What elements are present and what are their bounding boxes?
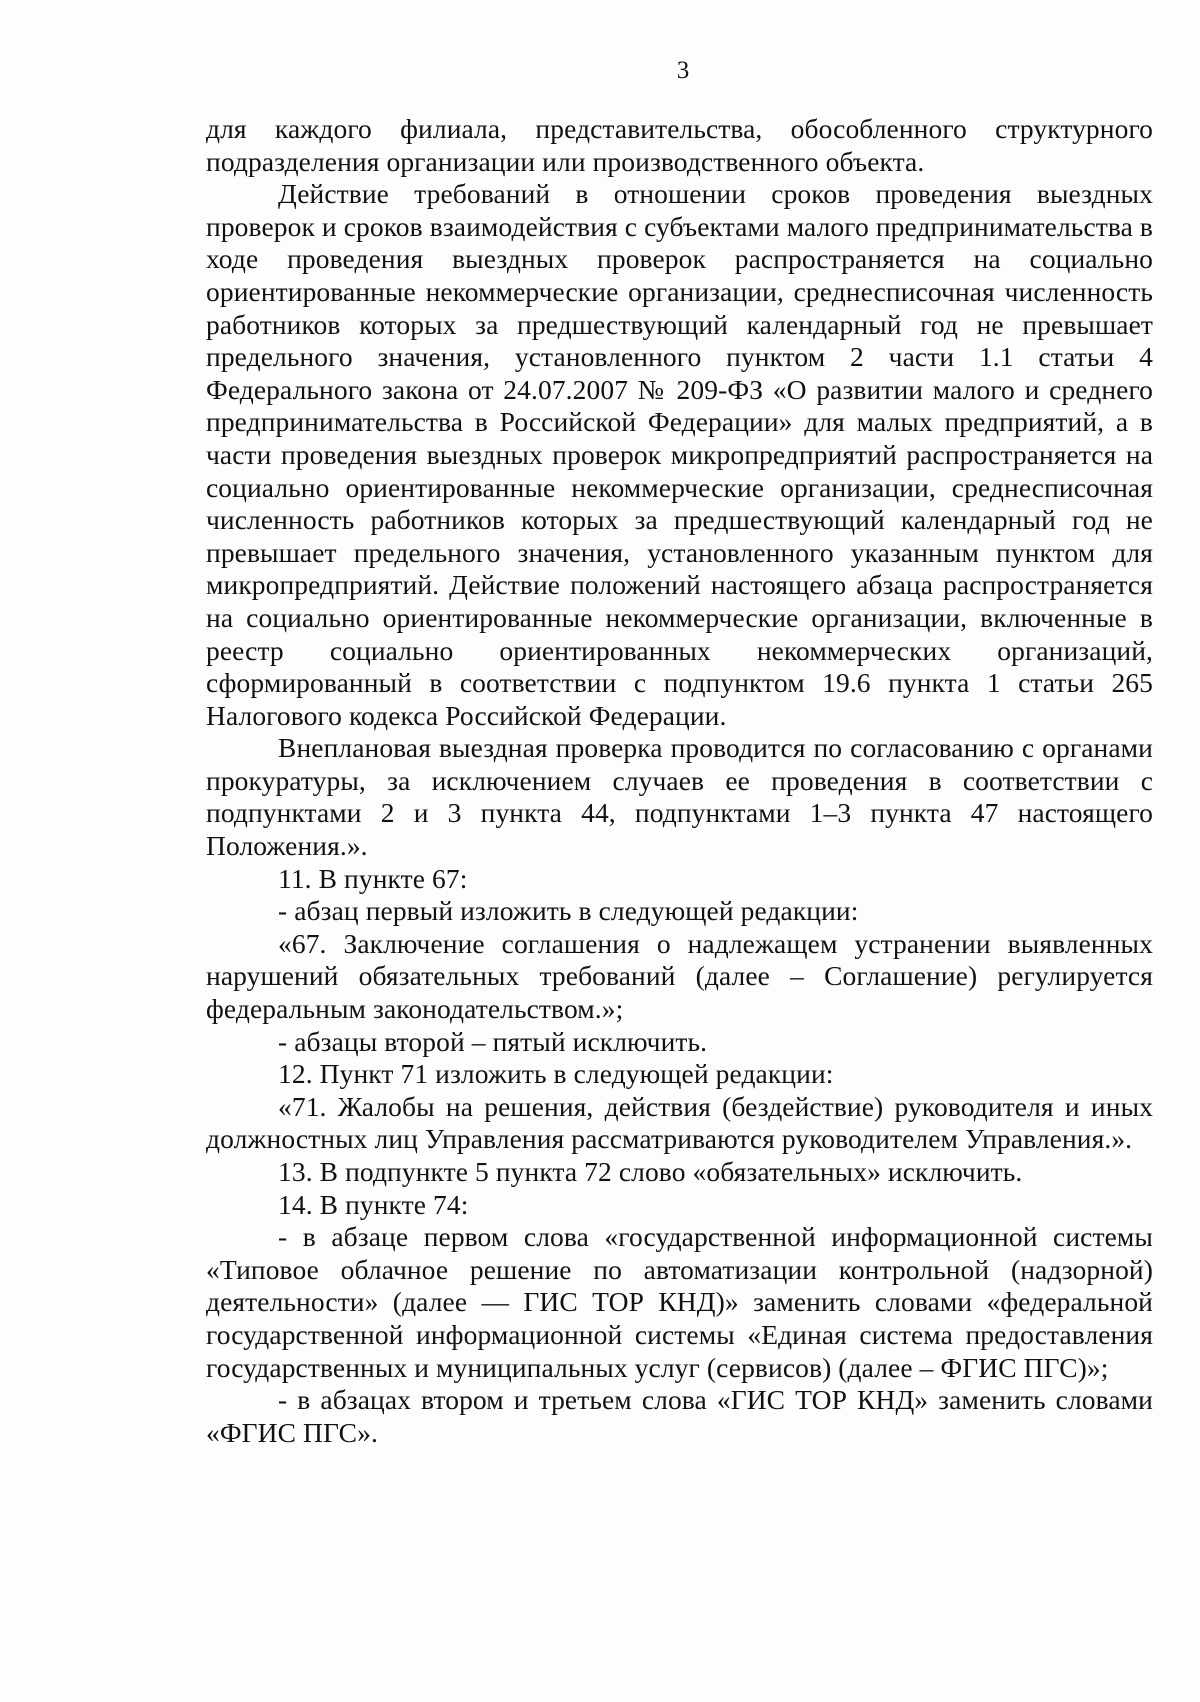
- page-number: 3: [676, 57, 690, 84]
- paragraph-item-11-second: - абзацы второй – пятый исключить.: [278, 1025, 708, 1057]
- paragraph-item-71-text: «71. Жалобы на решения, действия (бездействие) руководителя и иных должностных лиц Управления рассматриваются руководителем Управления.».: [206, 1090, 1153, 1155]
- document-body: [206, 113, 1153, 1449]
- paragraph-item-67-text: «67. Заключение соглашения о надлежащем устранении выявленных нарушений обязательных требований (далее – Соглашение) регулируется федеральным законодательством.»;: [206, 927, 1153, 1025]
- paragraph-item-11-first: - абзац первый изложить в следующей редакции:: [278, 895, 859, 927]
- paragraph-item-14-second: - в абзацах втором и третьем слова «ГИС ТОР КНД» заменить словами «ФГИС ПГС».: [206, 1384, 1153, 1448]
- paragraph-item-13: 13. В подпункте 5 пункта 72 слово «обязательных» исключить.: [278, 1156, 1023, 1187]
- paragraph-unscheduled-inspection: Внеплановая выездная проверка проводится по согласованию с органами прокуратуры, за исключением случаев ее проведения в соответствии с подпунктами 2 и 3 пункта 44, подпунктами 1–3 пункта 47 настоящего Положения.».: [206, 732, 1153, 862]
- paragraph-item-11-heading: 11. В пункте 67:: [278, 862, 468, 894]
- paragraph-item-14-heading: 14. В пункте 74:: [278, 1188, 469, 1220]
- paragraph-item-12-heading: 12. Пункт 71 изложить в следующей редакции:: [278, 1058, 834, 1090]
- paragraph-continuation: для каждого филиала, представительства, обособленного структурного подразделения организации или производственного объекта.: [206, 113, 1153, 177]
- paragraph-requirements-scope: Действие требований в отношении сроков проведения выездных проверок и сроков взаимодействия с субъектами малого предпринимательства в ходе проведения выездных проверок распространяется на социально ориентированные некоммерческие организации, среднесписочная численность работников которых за предшествующий календарный год не превышает предельного значения, установленного пунктом 2 части 1.1 статьи 4 Федерального закона от 24.07.2007 № 209-ФЗ «О развитии малого и среднего предпринимательства в Российской Федерации» для малых предприятий, а в части проведения выездных проверок микропредприятий распространяется на социально ориентированные некоммерческие организации, среднесписочная численность работников которых за предшествующий календарный год не превышает предельного значения, установленного указанным пунктом для микропредприятий. Действие положений настоящего абзаца распространяется на социально ориентированные некоммерческие организации, включенные в реестр социально ориентированных некоммерческих организаций, сформированный в соответствии с подпунктом 19.6 пункта 1 статьи 265 Налогового кодекса Российской Федерации.: [206, 178, 1153, 731]
- paragraph-item-14-first: - в абзаце первом слова «государственной информационной системы «Типовое облачное решение по автоматизации контрольной (надзорной) деятельности» (далее — ГИС ТОР КНД)» заменить словами «федеральной государственной информационной системы «Единая система предоставления государственных и муниципальных услуг (сервисов) (далее – ФГИС ПГС)»;: [206, 1221, 1153, 1383]
